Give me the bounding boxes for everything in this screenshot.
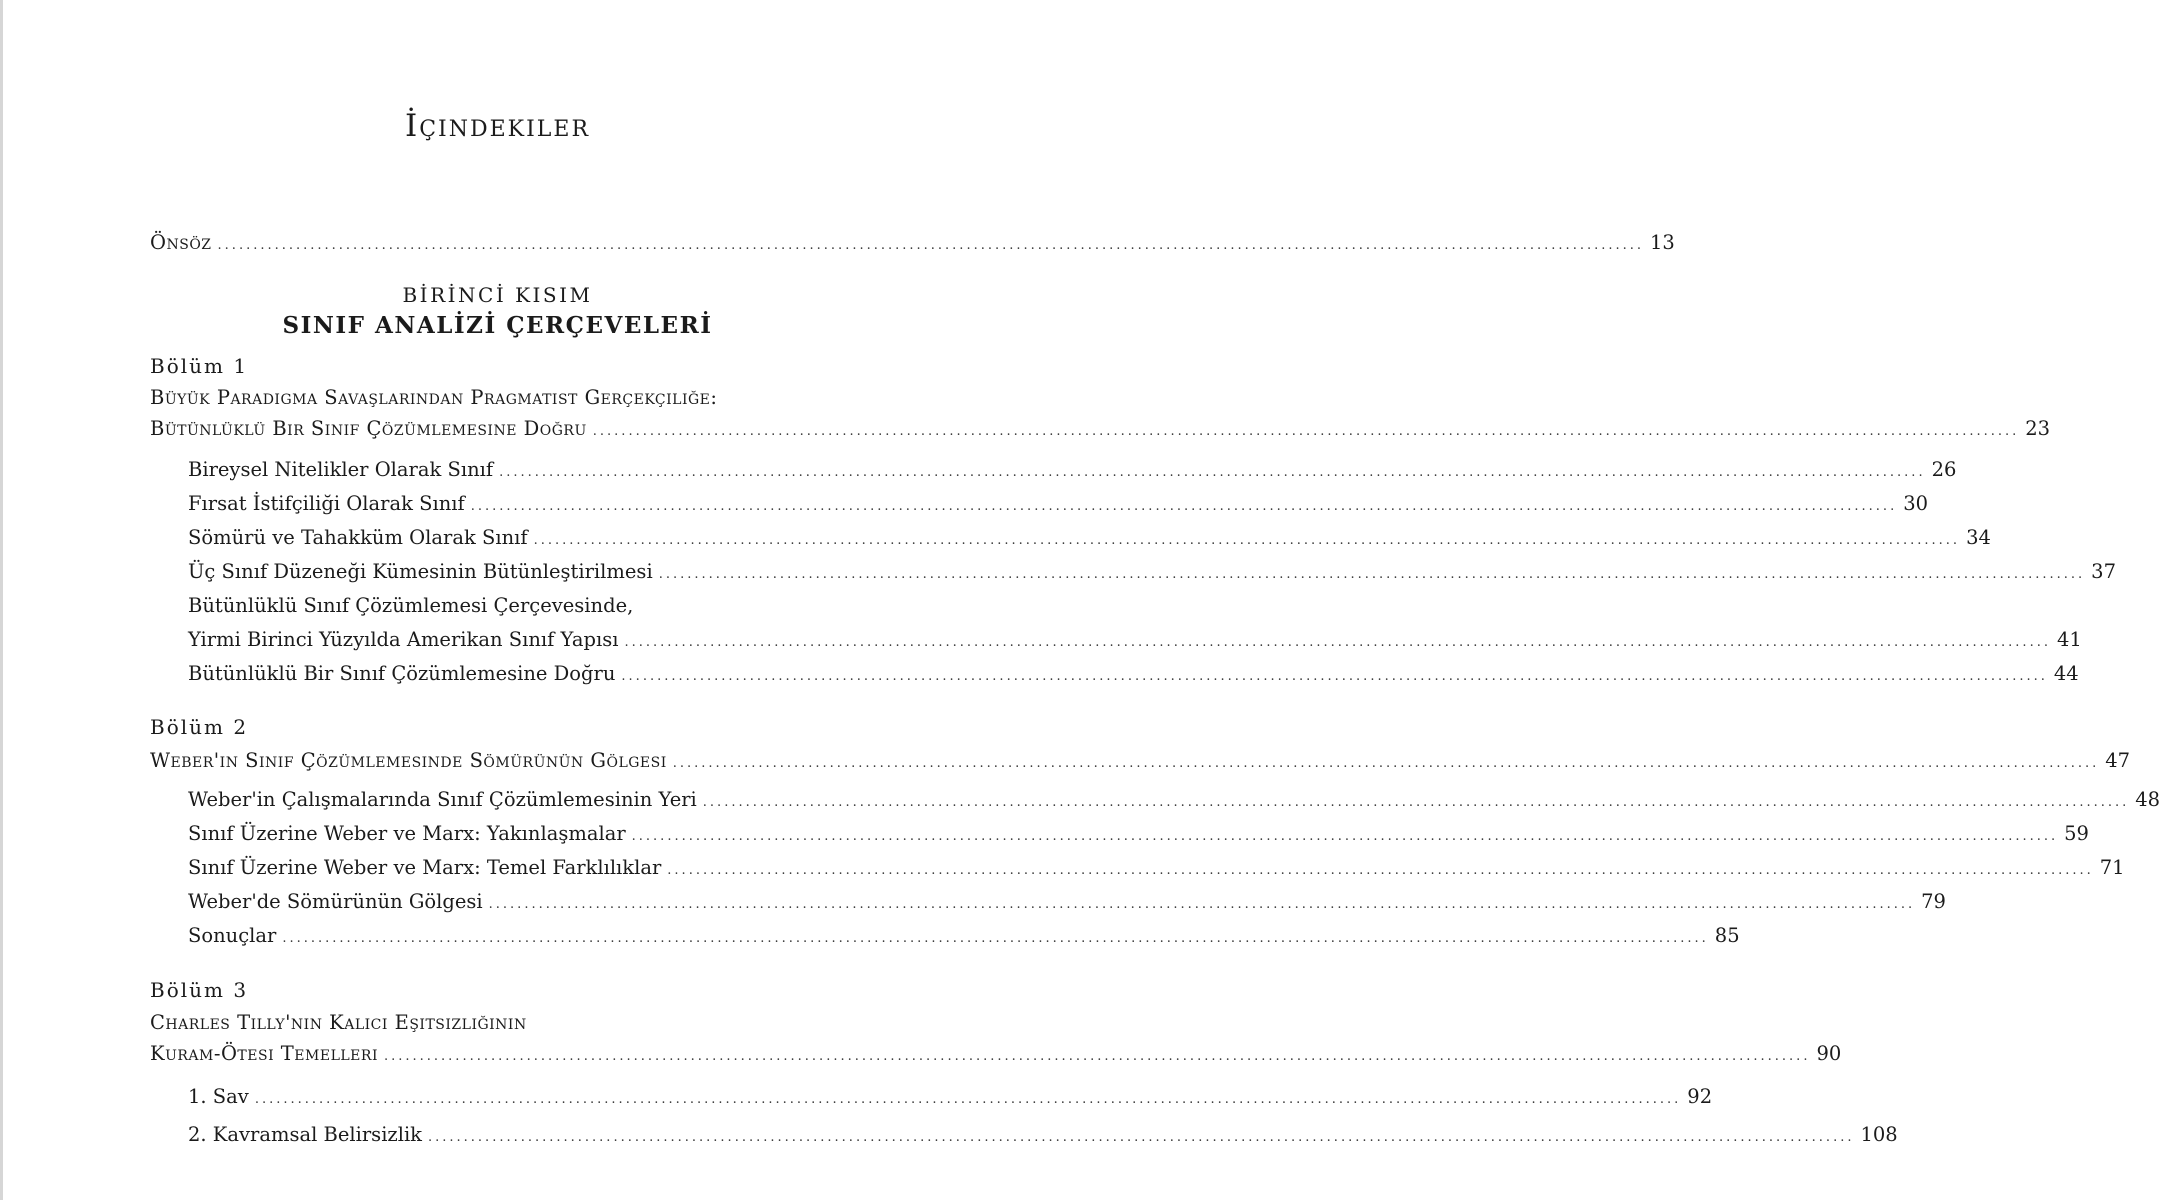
chapter-label: Bölüm 1 bbox=[150, 354, 249, 378]
dot-leader: ........................................................................................................................................................................................................ bbox=[383, 1049, 1811, 1064]
toc-entry-section[interactable] bbox=[188, 785, 2160, 815]
toc-entry-section[interactable] bbox=[188, 455, 1957, 485]
dot-leader: ........................................................................................................................................................................................................ bbox=[702, 795, 2130, 810]
entry-title: Weber'in Sınıf Çözümlemesinde Sömürünün Gölgesi bbox=[150, 749, 667, 772]
page-number: 71 bbox=[2099, 856, 2125, 879]
dot-leader: ........................................................................................................................................................................................................ bbox=[488, 897, 1916, 912]
page-number: 92 bbox=[1687, 1085, 1713, 1108]
dot-leader: ........................................................................................................................................................................................................ bbox=[217, 238, 1645, 253]
dot-leader: ........................................................................................................................................................................................................ bbox=[631, 829, 2059, 844]
toc-entry-section[interactable] bbox=[188, 625, 2082, 655]
dot-leader: ........................................................................................................................................................................................................ bbox=[667, 863, 2094, 878]
page-number: 48 bbox=[2135, 788, 2160, 811]
entry-title: Sömürü ve Tahakküm Olarak Sınıf bbox=[188, 526, 528, 549]
toc-entry-chapter-2[interactable] bbox=[150, 746, 2131, 776]
entry-title: 2. Kavramsal Belirsizlik bbox=[188, 1123, 422, 1146]
entry-title: 1. Sav bbox=[188, 1085, 249, 1108]
page-edge bbox=[0, 0, 3, 1200]
entry-title: Weber'in Çalışmalarında Sınıf Çözümlemesinin Yeri bbox=[188, 788, 697, 811]
page-number: 30 bbox=[1903, 492, 1929, 515]
page-number: 13 bbox=[1650, 231, 1675, 254]
entry-title: Sınıf Üzerine Weber ve Marx: Yakınlaşmalar bbox=[188, 822, 626, 845]
toc-entry-section[interactable] bbox=[188, 819, 2089, 849]
entry-title: Bütünlüklü Bir Sınıf Çözümlemesine Doğru bbox=[188, 662, 616, 685]
toc-entry-chapter-1[interactable] bbox=[150, 414, 2051, 444]
toc-entry-section[interactable] bbox=[188, 853, 2125, 883]
chapter-label: Bölüm 2 bbox=[150, 715, 249, 739]
toc-entry-preface[interactable] bbox=[150, 228, 1675, 258]
chapter-title-line1: Büyük Paradigma Savaşlarından Pragmatist Gerçekçiliğe: bbox=[150, 386, 718, 409]
page-number: 41 bbox=[2056, 628, 2082, 651]
toc-entry-section[interactable] bbox=[188, 1120, 1898, 1150]
toc-entry-section[interactable] bbox=[188, 887, 1946, 917]
toc-entry-section[interactable] bbox=[188, 523, 1991, 553]
dot-leader: ........................................................................................................................................................................................................ bbox=[672, 756, 2100, 771]
part-title: SINIF ANALİZİ ÇERÇEVELERİ bbox=[282, 312, 713, 339]
entry-title: Bireysel Nitelikler Olarak Sınıf bbox=[188, 458, 494, 481]
dot-leader: ........................................................................................................................................................................................................ bbox=[592, 424, 2020, 439]
entry-title: Kuram-Ötesi Temelleri bbox=[150, 1042, 378, 1065]
section-title-line1: Bütünlüklü Sınıf Çözümlemesi Çerçevesinde, bbox=[188, 594, 634, 617]
dot-leader: ........................................................................................................................................................................................................ bbox=[254, 1092, 1682, 1107]
dot-leader: ........................................................................................................................................................................................................ bbox=[533, 533, 1961, 548]
toc-entry-section[interactable] bbox=[188, 557, 2116, 587]
page-number: 47 bbox=[2105, 749, 2131, 772]
entry-title: Fırsat İstifçiliği Olarak Sınıf bbox=[188, 492, 465, 515]
page-number: 90 bbox=[1816, 1042, 1842, 1065]
page-number: 34 bbox=[1966, 526, 1991, 549]
dot-leader: ........................................................................................................................................................................................................ bbox=[658, 567, 2086, 582]
chapter-label: Bölüm 3 bbox=[150, 978, 249, 1002]
toc-entry-section[interactable] bbox=[188, 659, 2079, 689]
entry-title: Weber'de Sömürünün Gölgesi bbox=[188, 890, 483, 913]
page-number: 108 bbox=[1860, 1123, 1898, 1146]
entry-title: Bütünlüklü Bir Sınıf Çözümlemesine Doğru bbox=[150, 417, 587, 440]
dot-leader: ........................................................................................................................................................................................................ bbox=[470, 499, 1898, 514]
entry-title: Sınıf Üzerine Weber ve Marx: Temel Farklılıklar bbox=[188, 856, 662, 879]
page-number: 85 bbox=[1714, 924, 1740, 947]
page-number: 23 bbox=[2025, 417, 2051, 440]
part-label: BİRİNCİ KISIM bbox=[402, 283, 593, 307]
chapter-title-line1: Charles Tilly'nin Kalıcı Eşitsizliğinin bbox=[150, 1011, 527, 1034]
dot-leader: ........................................................................................................................................................................................................ bbox=[282, 931, 1709, 946]
dot-leader: ........................................................................................................................................................................................................ bbox=[428, 1130, 1855, 1145]
entry-title: Yirmi Birinci Yüzyılda Amerikan Sınıf Yapısı bbox=[188, 628, 619, 651]
toc-entry-section[interactable] bbox=[188, 489, 1929, 519]
page-number: 44 bbox=[2053, 662, 2079, 685]
page-number: 59 bbox=[2064, 822, 2089, 845]
entry-title: Önsöz bbox=[150, 231, 212, 254]
dot-leader: ........................................................................................................................................................................................................ bbox=[621, 669, 2048, 684]
toc-entry-chapter-3[interactable] bbox=[150, 1039, 1842, 1069]
page-number: 79 bbox=[1921, 890, 1946, 913]
dot-leader: ........................................................................................................................................................................................................ bbox=[624, 635, 2051, 650]
page-number: 26 bbox=[1931, 458, 1957, 481]
dot-leader: ........................................................................................................................................................................................................ bbox=[499, 465, 1926, 480]
entry-title: Sonuçlar bbox=[188, 924, 277, 947]
page-number: 37 bbox=[2091, 560, 2116, 583]
toc-entry-section[interactable] bbox=[188, 921, 1740, 951]
entry-title: Üç Sınıf Düzeneği Kümesinin Bütünleştirilmesi bbox=[188, 560, 653, 583]
toc-entry-section[interactable] bbox=[188, 1082, 1713, 1112]
page-title: İçindekiler bbox=[404, 108, 591, 144]
